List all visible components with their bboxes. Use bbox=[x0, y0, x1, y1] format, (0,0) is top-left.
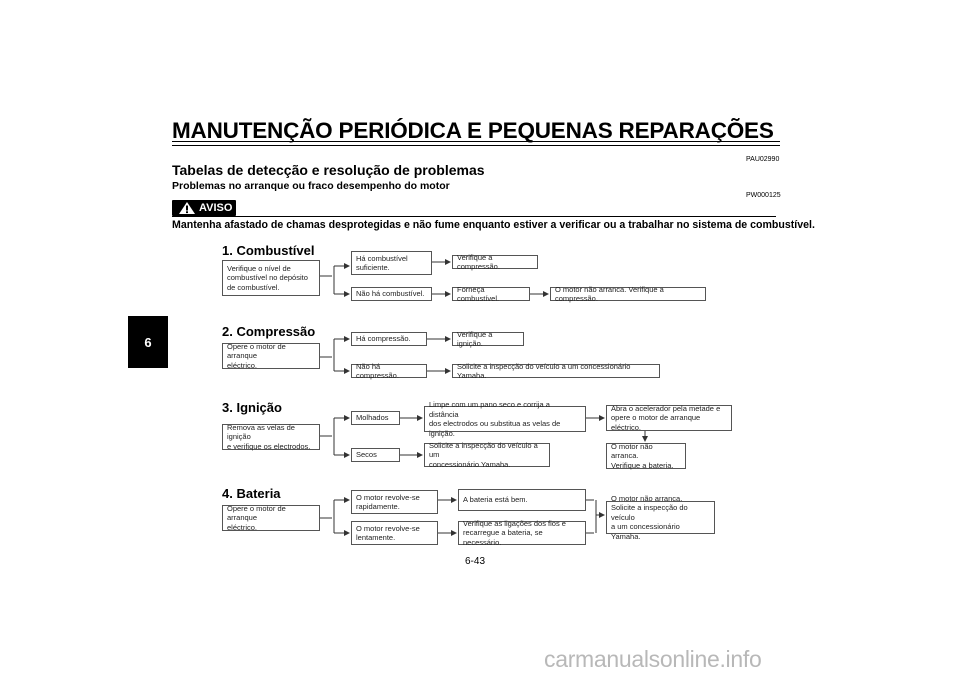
flow-fuel-step-b: Forneça combustível. bbox=[452, 287, 530, 301]
flow-battery-branch-b: O motor revolve-se lentamente. bbox=[351, 521, 438, 545]
flow-compression-start: Opere o motor de arranque eléctrico. bbox=[222, 343, 320, 369]
flow-battery-final: O motor não arranca. Solicite a inspecção do veículo a um concessionário Yamaha. bbox=[606, 501, 715, 534]
flow-fuel-result-b: O motor não arranca. Verifique a compressão. bbox=[550, 287, 706, 301]
flow-compression-result-b: Solicite a inspecção do veículo a um concessionário Yamaha. bbox=[452, 364, 660, 378]
flow-battery-result-a: A bateria está bem. bbox=[458, 489, 586, 511]
page-number: 6-43 bbox=[465, 556, 486, 567]
section-title: Tabelas de detecção e resolução de problemas bbox=[172, 162, 485, 178]
flow-ignition-step-a: Limpe com um pano seco e corrija a distância dos electrodos ou substitua as velas de ignição. bbox=[424, 406, 586, 432]
flow-ignition-title: 3. Ignição bbox=[222, 400, 282, 415]
flow-ignition-branch-a: Molhados bbox=[351, 411, 400, 425]
flow-ignition-result-b: Solicite a inspecção do veículo a um concessionário Yamaha. bbox=[424, 443, 550, 467]
warning-code: PW000125 bbox=[746, 192, 781, 199]
flow-fuel-branch-a: Há combustível suficiente. bbox=[351, 251, 432, 275]
page-title: MANUTENÇÃO PERIÓDICA E PEQUENAS REPARAÇÕES bbox=[172, 118, 774, 143]
flow-ignition-step-a2: Abra o acelerador pela metade e opere o motor de arranque eléctrico. bbox=[606, 405, 732, 431]
flow-compression-branch-b: Não há compressão. bbox=[351, 364, 427, 378]
section-code: PAU02990 bbox=[746, 156, 780, 163]
flow-ignition-result-a: O motor não arranca. Verifique a bateria. bbox=[606, 443, 686, 469]
flow-compression-branch-a: Há compressão. bbox=[351, 332, 427, 346]
flow-compression-result-a: Verifique a ignição. bbox=[452, 332, 524, 346]
flow-battery-start: Opere o motor de arranque eléctrico. bbox=[222, 505, 320, 531]
warning-label: AVISO bbox=[199, 202, 233, 214]
flow-ignition-branch-b: Secos bbox=[351, 448, 400, 462]
flow-compression-title: 2. Compressão bbox=[222, 324, 316, 339]
section-subtitle: Problemas no arranque ou fraco desempenho do motor bbox=[172, 180, 450, 192]
flow-battery-branch-a: O motor revolve-se rapidamente. bbox=[351, 490, 438, 514]
flow-fuel-start: Verifique o nível de combustível no depósito de combustível. bbox=[222, 260, 320, 296]
watermark: carmanualsonline.info bbox=[544, 646, 762, 672]
chapter-tab: 6 bbox=[128, 316, 168, 368]
flow-fuel-title: 1. Combustível bbox=[222, 243, 315, 258]
flow-ignition-start: Remova as velas de ignição e verifique os electrodos. bbox=[222, 424, 320, 450]
warning-text: Mantenha afastado de chamas desprotegidas e não fume enquanto estiver a verificar ou a trabalhar no sistema de combustível. bbox=[172, 219, 815, 231]
flow-fuel-result-a: Verifique a compressão. bbox=[452, 255, 538, 269]
flow-battery-result-b: Verifique as ligações dos fios e recarregue a bateria, se necessário. bbox=[458, 521, 586, 545]
flow-fuel-branch-b: Não há combustível. bbox=[351, 287, 432, 301]
flow-battery-title: 4. Bateria bbox=[222, 486, 281, 501]
